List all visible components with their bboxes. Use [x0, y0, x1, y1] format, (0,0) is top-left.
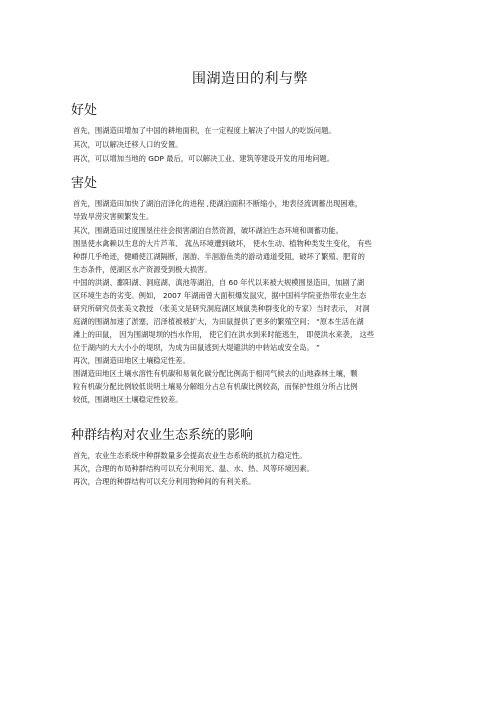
paragraph-line: 首先，农业生态系统中种群数量多会提高农业生态系统的抵抗力稳定性。 [73, 451, 307, 460]
paragraph-line: 再次，可以增加当地的 GDP 最后，可以解决工业、建筑等建设开发的用地问题。 [73, 154, 335, 163]
paragraph-line: 导致旱涝灾害频繁发生。 [73, 212, 154, 221]
paragraph-line: 首先，围湖造田加快了湖泊沼泽化的进程 ,使湖泊面积不断缩小，地表径流调蓄出现困难， [73, 199, 363, 208]
paragraph-line: 其次，围湖造田过度围垦往往会损害湖泊自然资源，破坏湖泊生态环境和调蓄功能。 [73, 226, 343, 235]
paragraph-line: 较低，围湖地区土壤稳定性较差。 [73, 395, 183, 404]
section-heading-drawbacks: 害处 [71, 176, 98, 191]
paragraph-line: 庭湖的围湖加速了淤塞，沼泽植被被扩大，为田鼠提供了更多的繁殖空间； “原本生活在湖 [73, 317, 364, 326]
paragraph-line: 围湖造田地区土壤水溶性有机碳和易氧化碳分配比例高于相同气候去的山地森林土壤，颗 [73, 369, 358, 378]
paragraph-line: 种群几乎绝迹，健嵴使江湖隔断，洄游、半洄游鱼类的游动通道受阻，破坏了繁殖、肥育的 [73, 252, 365, 261]
paragraph-line: 粒有机碳分配比例较低说明土壤易分解组分占总有机碳比例较高，而保护性组分所占比例 [73, 382, 358, 391]
paragraph-line: 区环境生态的劣变。例如， 2007 年湖南曾大面积爆发鼠灾，据中国科学院亚热带农业生态 [73, 291, 367, 300]
paragraph-line: 其次，可以解决迁移人口的安置。 [73, 140, 183, 149]
paragraph-line: 中国的洪湖、鄱阳湖、洞庭湖、滇池等湖泊，自 60 年代以来被大规模围垦造田，加剧了湖 [73, 278, 365, 287]
paragraph-line: 再次，围湖造田地区土壤稳定性差。 [73, 356, 190, 365]
section-heading-benefits: 好处 [71, 103, 98, 118]
paragraph-line: 滩上的田鼠， 因为围湖堤坝的挡水作用， 使它们在洪水到来时能逃生， 即使洪水来袭， 这些 [73, 330, 375, 339]
paragraph-line: 位于湖内的大大小小的堤坝，为成为田鼠逃到大堤避洪的中转站或安全岛。 ” [73, 343, 320, 352]
paragraph-line: 生态条件，使湖区水产资源受到极大损害。 [73, 265, 212, 274]
paragraph-line: 再次，合理的种群结构可以充分利用物种间的有利关系。 [73, 477, 256, 486]
section-heading-population-structure: 种群结构对农业生态系统的影响 [71, 428, 254, 443]
page-title: 围湖造田的利与弊 [192, 71, 308, 87]
paragraph-line: 首先，围湖造田增加了中国的耕地面积，在一定程度上解决了中国人的吃饭问题。 [73, 126, 336, 135]
paragraph-line: 研究所研究员张美文教授 （张美文是研究洞庭湖区域鼠类种群变化的专家）当时表示， 对洞 [73, 304, 370, 313]
paragraph-line: 围垦使水禽赖以生息的大片芦苇、 菰丛环境遭到破坏， 使水生动、植物种类发生变化， 有些 [73, 239, 372, 248]
paragraph-line: 其次，合理的布局种群结构可以充分利用光、温、水、热、风等环境因素。 [73, 464, 314, 473]
